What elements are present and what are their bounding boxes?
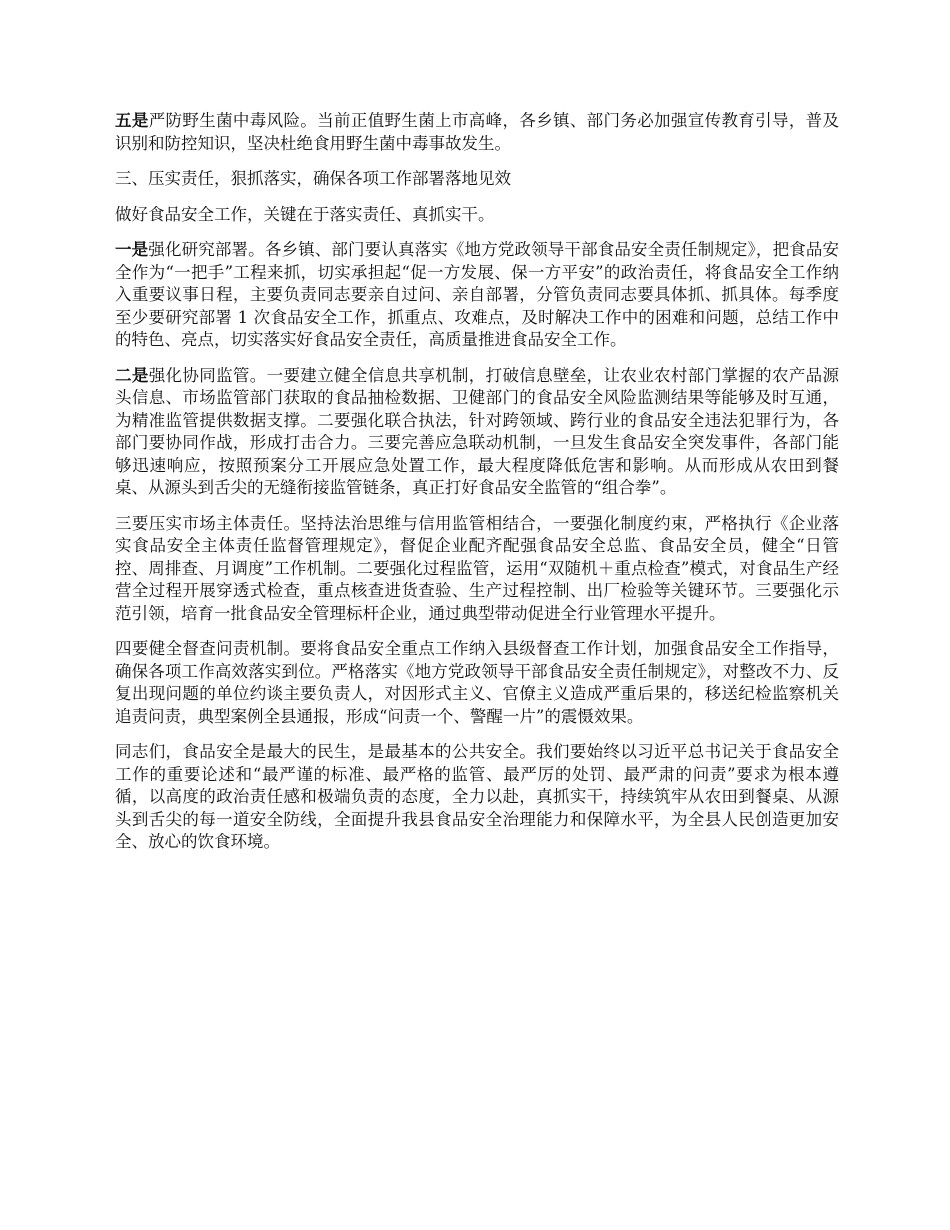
paragraph-text: 严防野生菌中毒风险。当前正值野生菌上市高峰，各乡镇、部门务必加强宣传教育引导，普及识别和防控知识，坚决杜绝食用野生菌中毒事故发生。 [115,111,840,153]
paragraph-coordinated-supervision [115,365,839,500]
paragraph-text: 四要健全督查问责机制。要将食品安全重点工作纳入县级督查工作计划，加强食品安全工作指导，确保各项工作高效落实到位。严格落实《地方党政领导干部食品安全责任制规定》，对整改不力、反复出现问题的单位约谈主要负责人，对因形式主义、官僚主义造成严重后果的，移送纪检监察机关追责问责，典型案例全县通报，形成“问责一个、警醒一片”的震慑效果。 [115,639,839,726]
paragraph-research-deployment [115,239,839,352]
paragraph-accountability [115,638,839,728]
paragraph-lead: 二是 [115,365,149,385]
paragraph-text: 做好食品安全工作，关键在于落实责任、真抓实干。 [115,204,495,224]
paragraph-intro [115,204,839,227]
paragraph-text: 强化研究部署。各乡镇、部门要认真落实《地方党政领导干部食品安全责任制规定》，把食品安全作为“一把手”工程来抓，切实承担起“促一方发展、保一方平安”的政治责任，将食品安全工作纳入重要议事日程，主要负责同志要亲自过问、亲自部署，分管负责同志要具体抓、抓具体。每季度至少要研究部署 1 次食品安全工作，抓重点、攻难点，及时解决工作中的困难和问题，总结工作中的特色、亮点，切实落实好食品安全责任，高质量推进食品安全工作。 [115,240,840,349]
paragraph-closing [115,741,839,854]
paragraph-text: 强化协同监管。一要建立健全信息共享机制，打破信息壁垒，让农业农村部门掌握的农产品源头信息、市场监管部门获取的食品抽检数据、卫健部门的食品安全风险监测结果等能够及时互通，为精准监管提供数据支撑。二要强化联合执法，针对跨领域、跨行业的食品安全违法犯罪行为，各部门要协同作战，形成打击合力。三要完善应急联动机制，一旦发生食品安全突发事件，各部门能够迅速响应，按照预案分工开展应急处置工作，最大程度降低危害和影响。从而形成从农田到餐桌、从源头到舌尖的无缝衔接监管链条，真正打好食品安全监管的“组合拳”。 [115,365,840,497]
paragraph-text: 三要压实市场主体责任。坚持法治思维与信用监管相结合，一要强化制度约束，严格执行《企业落实食品安全主体责任监督管理规定》，督促企业配齐配强食品安全总监、食品安全员，健全“日管控、周排查、月调度”工作机制。二要强化过程监管，运用“双随机＋重点检查”模式，对食品生产经营全过程开展穿透式检查，重点核查进货查验、生产过程控制、出厂检验等关键环节。三要强化示范引领，培育一批食品安全管理标杆企业，通过典型带动促进全行业管理水平提升。 [115,513,839,623]
section-heading-text: 三、压实责任，狠抓落实，确保各项工作部署落地见效 [115,169,511,188]
section-heading [115,168,839,191]
paragraph-wild-mushroom [115,110,839,155]
paragraph-lead: 五是 [115,111,149,130]
paragraph-text: 同志们，食品安全是最大的民生，是最基本的公共安全。我们要始终以习近平总书记关于食品安全工作的重要论述和“最严谨的标准、最严格的监管、最严厉的处罚、最严肃的问责”要求为根本遵循，以高度的政治责任感和极端负责的态度，全力以赴，真抓实干，持续筑牢从农田到餐桌、从源头到舌尖的每一道安全防线，全面提升我县食品安全治理能力和保障水平，为全县人民创造更加安全、放心的饮食环境。 [115,742,839,851]
paragraph-lead: 一是 [115,240,149,259]
paragraph-market-responsibility [115,513,839,626]
document-body [115,110,839,867]
